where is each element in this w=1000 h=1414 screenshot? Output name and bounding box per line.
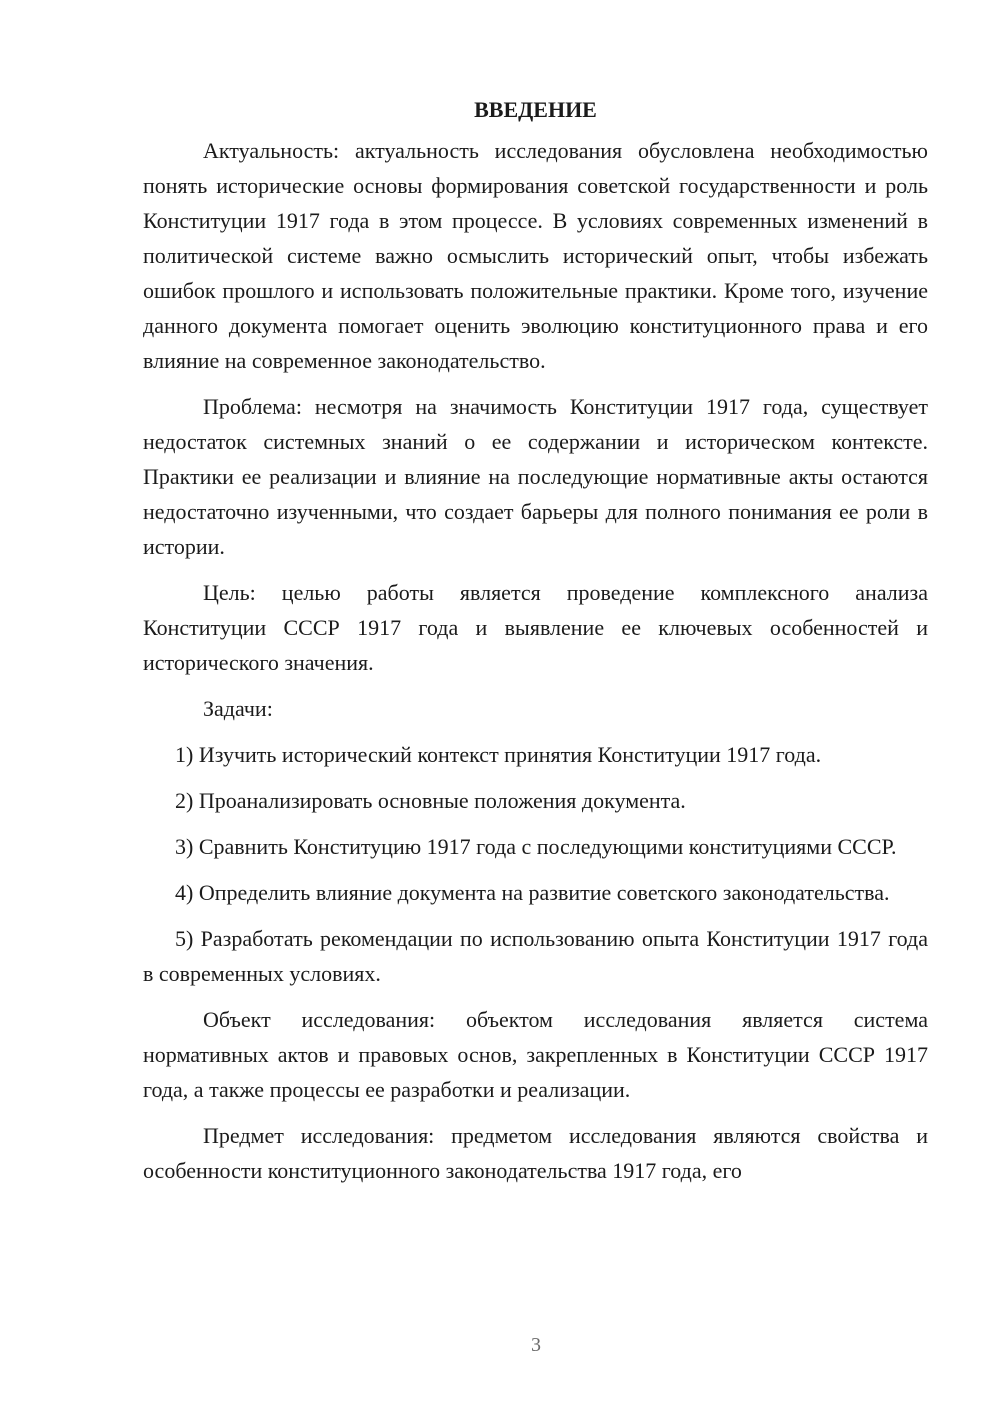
task-item: 5) Разработать рекомендации по использованию опыта Конституции 1917 года в современных условиях. — [143, 926, 928, 986]
document-body — [143, 92, 928, 1199]
tasks-heading: Задачи: — [203, 696, 273, 721]
page-number: 3 — [531, 1334, 541, 1356]
object-paragraph: Объект исследования: объектом исследования является система нормативных актов и правовых основ, закрепленных в Конституции СССР 1917 года, а также процессы ее разработки и реализации. — [143, 1007, 928, 1102]
problem-paragraph: Проблема: несмотря на значимость Конституции 1917 года, существует недостаток системных знаний о ее содержании и историческом контексте. Практики ее реализации и влияние на последующие нормативные акты остаются недостаточно изученными, что создает барьеры для полного понимания ее роли в истории. — [143, 394, 928, 559]
section-title: ВВЕДЕНИЕ — [474, 97, 597, 122]
relevance-paragraph: Актуальность: актуальность исследования обусловлена необходимостью понять исторические основы формирования советской государственности и роль Конституции 1917 года в этом процессе. В условиях современных изменений в политической системе важно осмыслить исторический опыт, чтобы избежать ошибок прошлого и использовать положительные практики. Кроме того, изучение данного документа помогает оценить эволюцию конституционного права и его влияние на современное законодательство. — [143, 138, 928, 373]
goal-paragraph: Цель: целью работы является проведение комплексного анализа Конституции СССР 1917 года и выявление ее ключевых особенностей и исторического значения. — [143, 580, 928, 675]
task-item: 2) Проанализировать основные положения документа. — [175, 788, 686, 813]
task-item: 3) Сравнить Конституцию 1917 года с последующими конституциями СССР. — [175, 834, 897, 859]
task-item: 1) Изучить исторический контекст принятия Конституции 1917 года. — [175, 742, 822, 767]
task-item: 4) Определить влияние документа на развитие советского законодательства. — [175, 880, 890, 905]
subject-paragraph: Предмет исследования: предметом исследования являются свойства и особенности конституционного законодательства 1917 года, его — [143, 1123, 928, 1183]
